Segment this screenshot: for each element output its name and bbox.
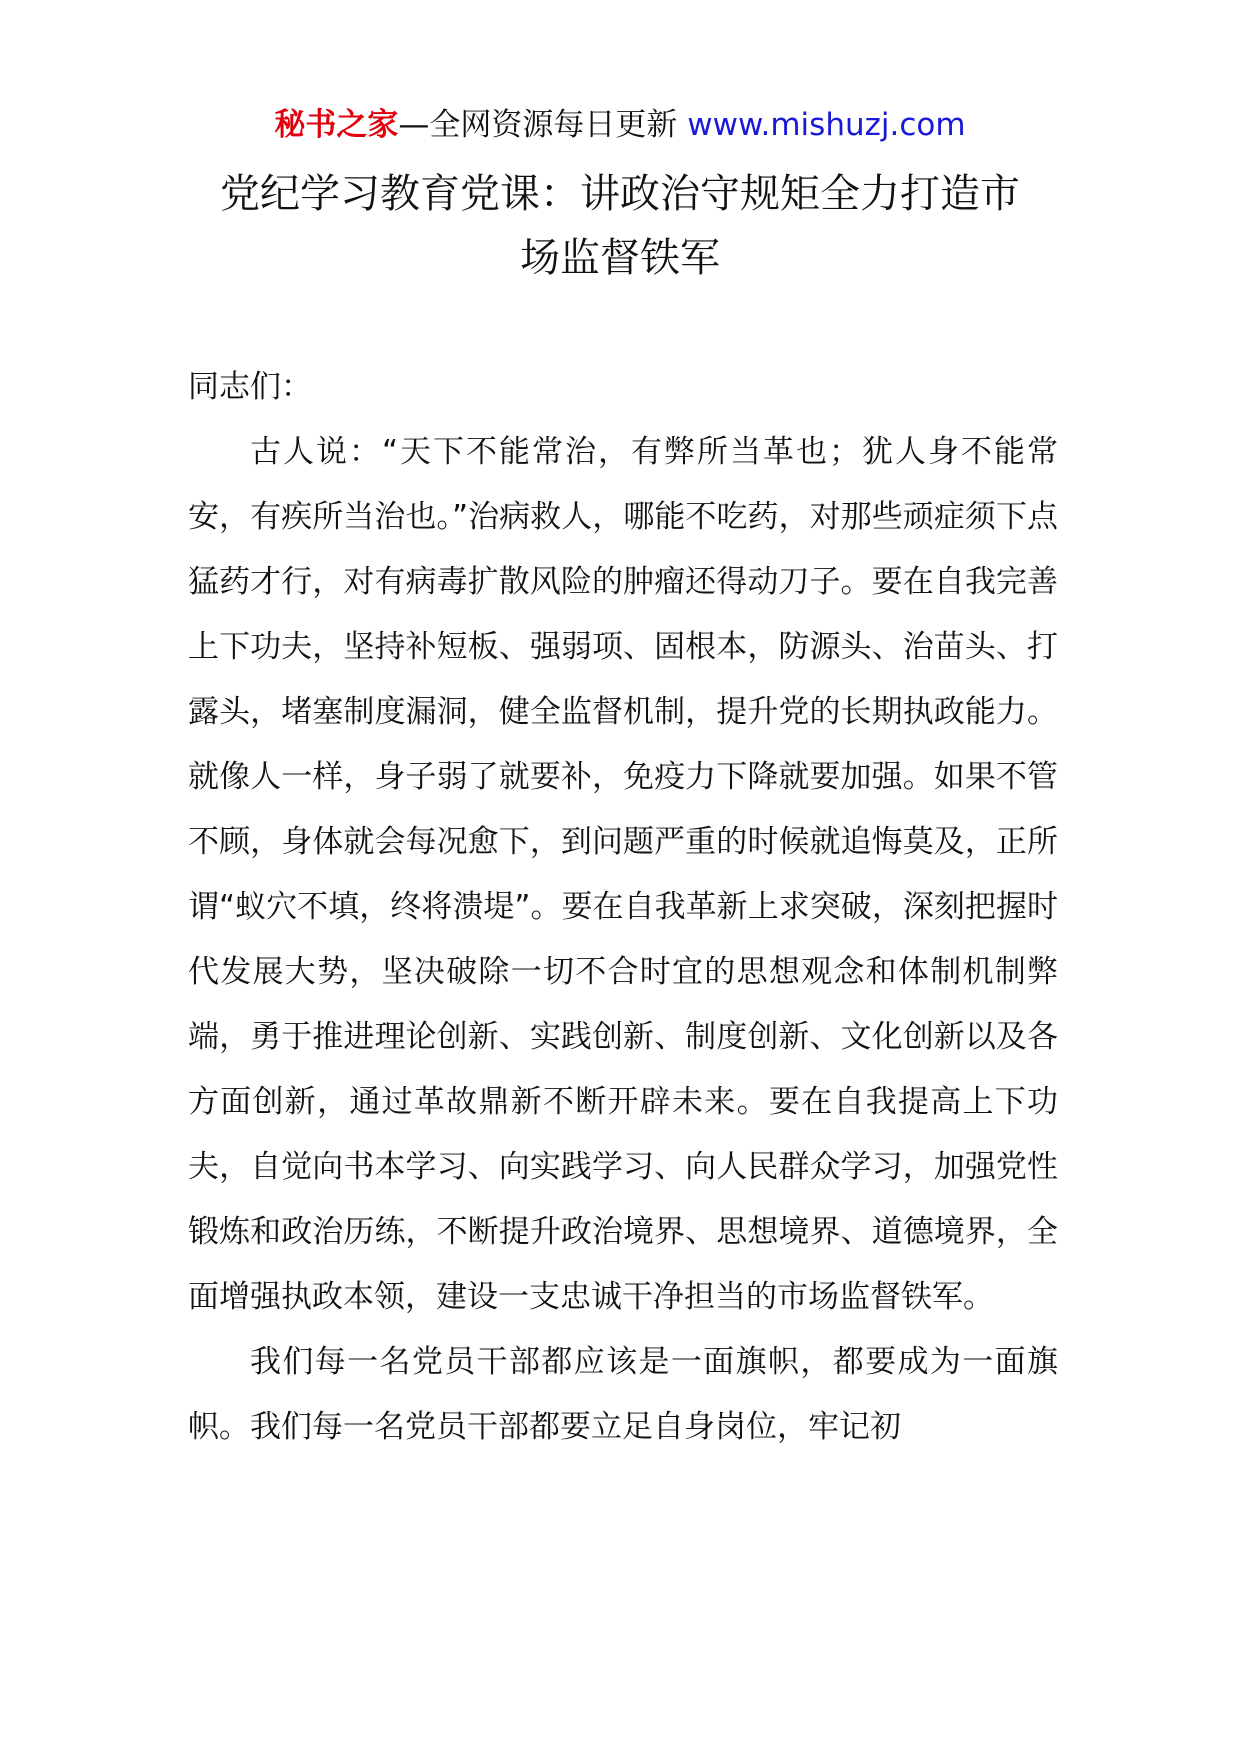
site-header [0, 100, 1240, 150]
document-title-line-2: 场监督铁军 [520, 235, 720, 281]
document-title [180, 162, 1060, 290]
site-brand: 秘书之家 [274, 107, 399, 143]
site-url-link[interactable]: www.mishuzj.com [687, 107, 966, 143]
salutation: 同志们： [188, 369, 312, 405]
paragraph-1: 古人说：“天下不能常治，有弊所当革也；犹人身不能常安，有疾所当治也。”治病救人，哪能不吃药，对那些顽症须下点猛药才行，对有病毒扩散风险的肿瘤还得动刀子。要在自我完善上下功夫，坚持补短板、强弱项、固根本，防源头、治苗头、打露头，堵塞制度漏洞，健全监督机制，提升党的长期执政能力。就像人一样，身子弱了就要补，免疫力下降就要加强。如果不管不顾，身体就会每况愈下，到问题严重的时候就追悔莫及，正所谓“蚁穴不填，终将溃堤”。要在自我革新上求突破，深刻把握时代发展大势，坚决破除一切不合时宜的思想观念和体制机制弊端，勇于推进理论创新、实践创新、制度创新、文化创新以及各方面创新，通过革故鼎新不断开辟未来。要在自我提高上下功夫，自觉向书本学习、向实践学习、向人民群众学习，加强党性锻炼和政治历练，不断提升政治境界、思想境界、道德境界，全面增强执政本领，建设一支忠诚干净担当的市场监督铁军。 [188, 434, 1058, 1315]
site-slogan: —全网资源每日更新 [398, 107, 688, 143]
document-body [188, 355, 1058, 1460]
document-title-line-1: 党纪学习教育党课：讲政治守规矩全力打造市 [220, 171, 1020, 217]
paragraph-2: 我们每一名党员干部都应该是一面旗帜，都要成为一面旗帜。我们每一名党员干部都要立足自身岗位，牢记初 [188, 1344, 1058, 1445]
